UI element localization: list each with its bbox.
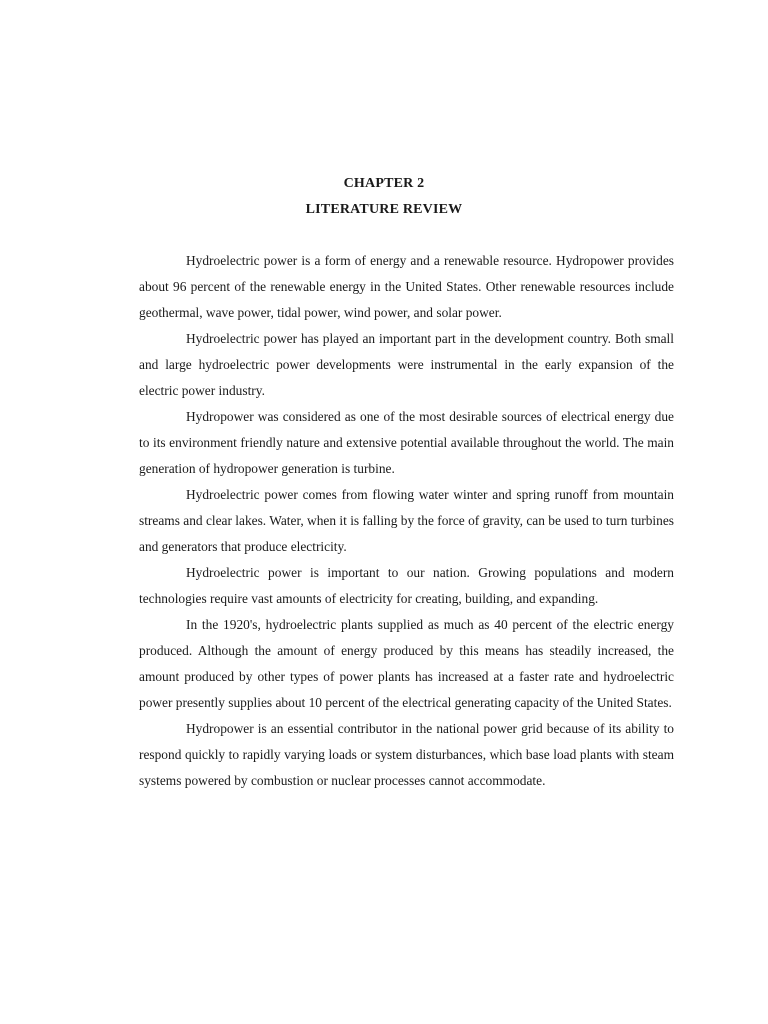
chapter-title: LITERATURE REVIEW bbox=[305, 202, 463, 217]
paragraph: Hydroelectric power is important to our nation. Growing populations and modern technologies require vast amounts of electricity for creating, building, and expanding. bbox=[139, 565, 674, 606]
paragraph: Hydroelectric power comes from flowing water winter and spring runoff from mountain streams and clear lakes. Water, when it is falling by the force of gravity, can be used to turn turbines and generators that produce electricity. bbox=[139, 487, 674, 554]
paragraph: Hydroelectric power is a form of energy and a renewable resource. Hydropower provides about 96 percent of the renewable energy in the United States. Other renewable resources include geothermal, wave power, tidal power, wind power, and solar power. bbox=[139, 253, 674, 320]
chapter-heading: CHAPTER 2 bbox=[343, 176, 425, 191]
paragraph: Hydroelectric power has played an important part in the development country. Both small and large hydroelectric power developments were instrumental in the early expansion of the electric power industry. bbox=[139, 331, 674, 398]
paragraph: Hydropower was considered as one of the most desirable sources of electrical energy due to its environment friendly nature and extensive potential available throughout the world. The main generation of hydropower generation is turbine. bbox=[139, 409, 674, 476]
paragraph: In the 1920's, hydroelectric plants supplied as much as 40 percent of the electric energy produced. Although the amount of energy produced by this means has steadily increased, the amount produced by other types of power plants has increased at a faster rate and hydroelectric power presently supplies about 10 percent of the electrical generating capacity of the United States. bbox=[139, 617, 674, 710]
paragraph: Hydropower is an essential contributor in the national power grid because of its ability to respond quickly to rapidly varying loads or system disturbances, which base load plants with steam systems powered by combustion or nuclear processes cannot accommodate. bbox=[139, 721, 674, 788]
body-text bbox=[139, 248, 674, 794]
